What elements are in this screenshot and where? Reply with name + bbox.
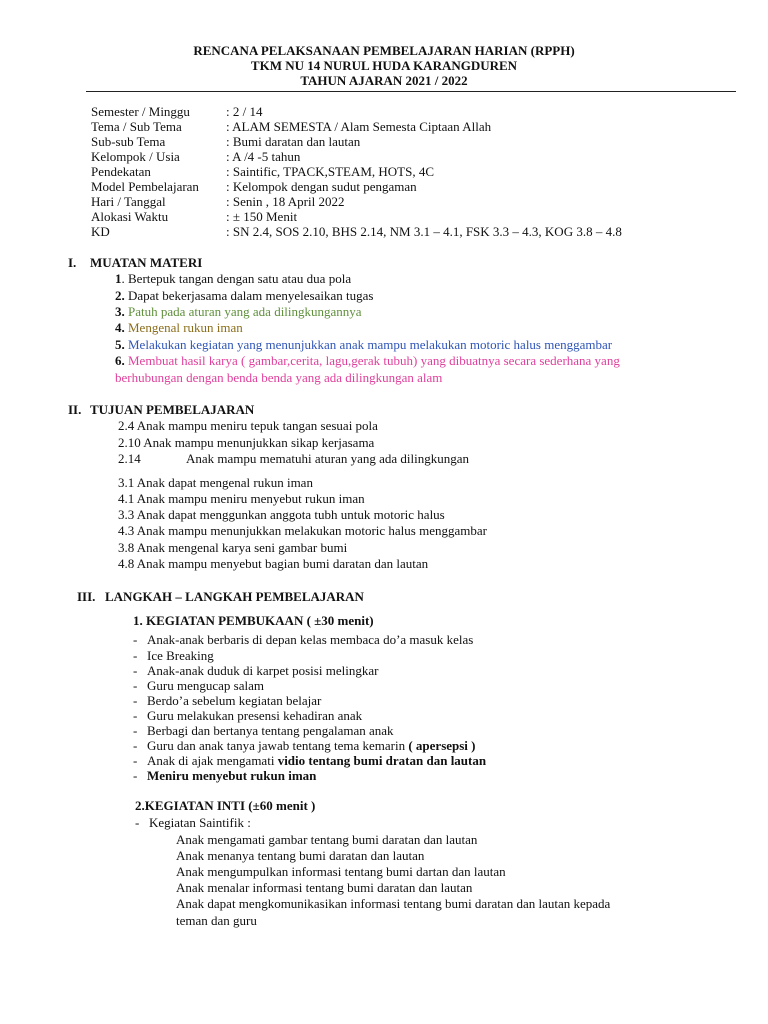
meta-value: : Bumi daratan dan lautan [226,134,361,149]
subsection-heading: 1. KEGIATAN PEMBUKAAN ( ±30 menit) [133,613,374,628]
list-item [133,723,394,739]
item-text: Patuh pada aturan yang ada dilingkungannya [124,304,362,319]
list-item-bold: vidio tentang bumi dratan dan lautan [277,753,487,768]
list-item [133,708,362,724]
meta-row [91,119,491,135]
meta-value: : A /4 -5 tahun [226,149,301,164]
bullet-dash: - [133,708,138,723]
list-item-text: Ice Breaking [147,648,214,663]
tujuan-item [118,451,469,467]
meta-row [91,179,417,195]
saintifik-item: Anak menanya tentang bumi daratan dan lautan [176,848,425,863]
list-item [133,632,473,648]
meta-value: : Saintific, TPACK,STEAM, HOTS, 4C [226,164,435,179]
item-number: 1 [115,271,122,286]
item-text: Melakukan kegiatan yang menunjukkan anak mampu melakukan motoric halus menggambar [124,337,613,352]
item-text: Dapat bekerjasama dalam menyelesaikan tugas [124,288,374,303]
section-number: I. [68,255,77,270]
list-item-text: Guru mengucap salam [147,678,264,693]
list-item-text: Guru dan anak tanya jawab tentang tema kemarin [147,738,409,753]
list-item [133,663,378,679]
list-item-text: Anak-anak berbaris di depan kelas membaca do’a masuk kelas [147,632,474,647]
section-title: MUATAN MATERI [90,255,203,270]
materi-item-continued: berhubungan dengan benda benda yang ada dilingkungan alam [115,370,443,385]
section-title: LANGKAH – LANGKAH PEMBELAJARAN [105,589,364,604]
section-heading [77,589,364,605]
item-number: 6. [115,353,125,368]
list-item-text: Anak-anak duduk di karpet posisi melingkar [147,663,379,678]
materi-item [115,304,362,320]
saintifik-item: Anak dapat mengkomunikasikan informasi tentang bumi daratan dan lautan kepada [176,896,611,911]
list-item [133,738,476,754]
list-item-text: Anak di ajak mengamati [147,753,278,768]
meta-value: : Senin , 18 April 2022 [226,194,345,209]
meta-key: KD [91,224,110,239]
bullet-dash: - [133,768,138,783]
meta-row [91,134,360,150]
item-number: 2. [115,288,125,303]
meta-value: : ALAM SEMESTA / Alam Semesta Ciptaan Allah [226,119,492,134]
saintifik-item-continued: teman dan guru [176,913,257,928]
bullet-dash: - [133,663,138,678]
meta-value: : 2 / 14 [226,104,263,119]
meta-row [91,149,300,165]
meta-key: Alokasi Waktu [91,209,169,224]
tujuan-item: 4.8 Anak mampu menyebut bagian bumi daratan dan lautan [118,556,429,571]
subsection-heading: 2.KEGIATAN INTI (±60 menit ) [135,798,316,813]
bullet-dash: - [133,678,138,693]
tujuan-item: 2.4 Anak mampu meniru tepuk tangan sesuai pola [118,418,378,433]
item-text: Mengenal rukun iman [124,320,243,335]
meta-value: : SN 2.4, SOS 2.10, BHS 2.14, NM 3.1 – 4.1, FSK 3.3 – 4.3, KOG 3.8 – 4.8 [226,224,622,239]
tujuan-text: Anak mampu mematuhi aturan yang ada dilingkungan [186,451,470,466]
list-item [135,815,251,831]
list-item-text: Berbagi dan bertanya tentang pengalaman anak [147,723,394,738]
list-item [133,693,321,709]
saintifik-item: Anak mengamati gambar tentang bumi daratan dan lautan [176,832,478,847]
materi-item [115,353,620,369]
list-item [133,678,264,694]
meta-key: Pendekatan [91,164,151,179]
section-number: II. [68,402,82,417]
meta-row [91,209,297,225]
meta-key: Kelompok / Usia [91,149,180,164]
section-heading [68,402,254,418]
section-number: III. [77,589,96,604]
item-number: 5. [115,337,125,352]
bullet-dash: - [133,723,138,738]
header-rule [86,91,736,92]
bullet-dash: - [133,738,138,753]
bullet-dash: - [133,693,138,708]
meta-row [91,224,622,240]
tujuan-item: 2.10 Anak mampu menunjukkan sikap kerjasama [118,435,375,450]
list-item-text: Guru melakukan presensi kehadiran anak [147,708,363,723]
meta-value: : ± 150 Menit [226,209,298,224]
meta-row [91,194,344,210]
list-item [133,768,316,784]
doc-title-line2: TKM NU 14 NURUL HUDA KARANGDUREN [250,58,518,73]
materi-item [115,320,243,336]
meta-key: Sub-sub Tema [91,134,166,149]
list-item-text: Berdo’a sebelum kegiatan belajar [147,693,322,708]
materi-item [115,271,351,287]
list-item-bold: ( apersepsi ) [408,738,476,753]
doc-title-line3: TAHUN AJARAN 2021 / 2022 [300,73,468,88]
meta-key: Model Pembelajaran [91,179,199,194]
materi-item [115,337,612,353]
list-item-text: Kegiatan Saintifik : [149,815,251,830]
meta-key: Tema / Sub Tema [91,119,182,134]
tujuan-item: 3.1 Anak dapat mengenal rukun iman [118,475,313,490]
meta-row [91,164,434,180]
meta-key: Semester / Minggu [91,104,190,119]
section-title: TUJUAN PEMBELAJARAN [90,402,255,417]
tujuan-item: 4.3 Anak mampu menunjukkan melakukan motoric halus menggambar [118,523,487,538]
list-item-bold: Meniru menyebut rukun iman [147,768,317,783]
section-heading [68,255,202,271]
bullet-dash: - [133,753,138,768]
saintifik-item: Anak mengumpulkan informasi tentang bumi dartan dan lautan [176,864,506,879]
item-number: 4. [115,320,125,335]
bullet-dash: - [133,632,138,647]
meta-value: : Kelompok dengan sudut pengaman [226,179,417,194]
tujuan-code: 2.14 [118,451,141,466]
saintifik-item: Anak menalar informasi tentang bumi daratan dan lautan [176,880,473,895]
tujuan-item: 3.3 Anak dapat menggunkan anggota tubh untuk motoric halus [118,507,445,522]
bullet-dash: - [133,648,138,663]
materi-item [115,288,373,304]
item-number: 3. [115,304,125,319]
item-text: . Bertepuk tangan dengan satu atau dua pola [121,271,352,286]
doc-title-line1: RENCANA PELAKSANAAN PEMBELAJARAN HARIAN (RPPH) [193,43,575,58]
bullet-dash: - [135,815,140,830]
item-text: Membuat hasil karya ( gambar,cerita, lagu,gerak tubuh) yang dibuatnya secara sederhana yang [124,353,620,368]
meta-key: Hari / Tanggal [91,194,166,209]
tujuan-item: 4.1 Anak mampu meniru menyebut rukun iman [118,491,365,506]
list-item [133,753,486,769]
list-item [133,648,214,664]
meta-row [91,104,262,120]
tujuan-item: 3.8 Anak mengenal karya seni gambar bumi [118,540,348,555]
